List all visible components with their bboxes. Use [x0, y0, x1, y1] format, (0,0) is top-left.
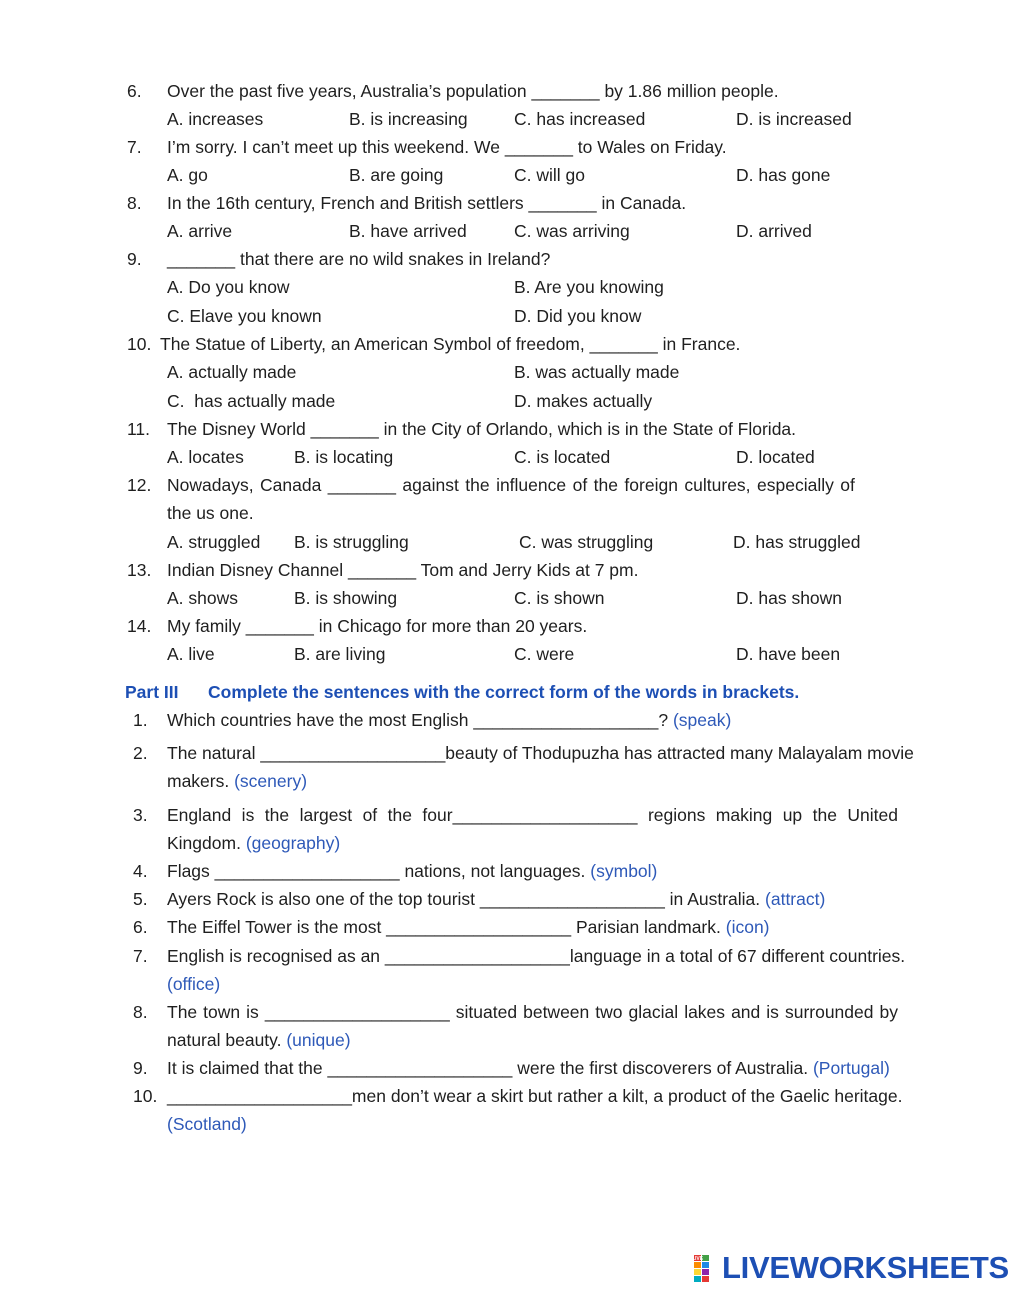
question-text: In the 16th century, French and British settlers _______ in Canada.	[167, 193, 687, 213]
brand-name[interactable]: LIVEWORKSHEETS	[722, 1250, 1009, 1285]
item-text-continued: Kingdom.	[167, 833, 241, 853]
option-d[interactable]: D. makes actually	[514, 391, 653, 411]
question-number: 13.	[127, 560, 152, 580]
option-b[interactable]: B. was actually made	[514, 362, 680, 382]
option-a[interactable]: A. actually made	[167, 362, 297, 382]
option-d[interactable]: D. has shown	[736, 588, 843, 608]
item-text: It is claimed that the ___________________ were the first discoverers of Australia.	[167, 1058, 809, 1078]
option-b[interactable]: B. are living	[294, 644, 386, 664]
item-number: 6.	[133, 917, 148, 937]
option-c[interactable]: C. has increased	[514, 109, 646, 129]
question-text: Indian Disney Channel _______ Tom and Jerry Kids at 7 pm.	[167, 560, 639, 580]
option-b[interactable]: B. have arrived	[349, 221, 467, 241]
word-hint: (icon)	[725, 917, 770, 937]
question-number: 7.	[127, 137, 142, 157]
word-hint: (Scotland)	[167, 1114, 247, 1134]
question-text: Nowadays, Canada _______ against the influence of the foreign cultures, especially of	[167, 475, 855, 495]
word-hint: (scenery)	[234, 771, 308, 791]
option-a[interactable]: A. go	[167, 165, 208, 185]
item-text: Ayers Rock is also one of the top tourist ___________________ in Australia.	[167, 889, 761, 909]
question-text: Over the past five years, Australia’s population _______ by 1.86 million people.	[167, 81, 779, 101]
option-a[interactable]: A. locates	[167, 447, 244, 467]
question-number: 8.	[127, 193, 142, 213]
option-a[interactable]: A. Do you know	[167, 277, 290, 297]
question-number: 10.	[127, 334, 152, 354]
question-text: The Disney World _______ in the City of Orlando, which is in the State of Florida.	[167, 419, 797, 439]
option-c[interactable]: C. were	[514, 644, 575, 664]
option-d[interactable]: D. located	[736, 447, 815, 467]
option-d[interactable]: D. have been	[736, 644, 841, 664]
item-text: English is recognised as an ___________________language in a total of 67 different countries.	[167, 946, 906, 966]
question-number: 6.	[127, 81, 142, 101]
option-c[interactable]: C. has actually made	[167, 391, 336, 411]
question-number: 9.	[127, 249, 142, 269]
option-c[interactable]: C. will go	[514, 165, 585, 185]
question-number: 11.	[127, 419, 151, 439]
part-label: Part III	[125, 682, 179, 702]
item-text: The natural ___________________beauty of Thodupuzha has attracted many Malayalam movie	[167, 743, 914, 763]
item-number: 5.	[133, 889, 148, 909]
item-text-continued: natural beauty.	[167, 1030, 282, 1050]
item-text: The Eiffel Tower is the most ___________________ Parisian landmark.	[167, 917, 721, 937]
option-a[interactable]: A. increases	[167, 109, 264, 129]
item-text: England is the largest of the four___________________ regions making up the United	[167, 805, 898, 825]
option-d[interactable]: D. is increased	[736, 109, 852, 129]
option-b[interactable]: B. is struggling	[294, 532, 409, 552]
liveworksheets-logo-icon	[691, 1254, 718, 1284]
option-b[interactable]: B. is showing	[294, 588, 398, 608]
option-c[interactable]: C. was struggling	[519, 532, 654, 552]
item-number: 10.	[133, 1086, 158, 1106]
item-text: Which countries have the most English ___________________?	[167, 710, 669, 730]
word-hint: (speak)	[672, 710, 732, 730]
question-text: _______ that there are no wild snakes in Ireland?	[167, 249, 551, 269]
word-hint: (symbol)	[590, 861, 658, 881]
option-d[interactable]: D. has struggled	[733, 532, 861, 552]
question-text: My family _______ in Chicago for more than 20 years.	[167, 616, 588, 636]
option-a[interactable]: A. struggled	[167, 532, 261, 552]
option-b[interactable]: B. Are you knowing	[514, 277, 664, 297]
item-number: 8.	[133, 1002, 148, 1022]
question-number: 12.	[127, 475, 152, 495]
option-c[interactable]: C. is shown	[514, 588, 605, 608]
option-b[interactable]: B. are going	[349, 165, 444, 185]
item-text: ___________________men don’t wear a skirt but rather a kilt, a product of the Gaelic heritage.	[167, 1086, 903, 1106]
item-number: 7.	[133, 946, 148, 966]
option-c[interactable]: C. Elave you known	[167, 306, 322, 326]
word-hint: (geography)	[245, 833, 341, 853]
option-a[interactable]: A. arrive	[167, 221, 233, 241]
option-d[interactable]: D. has gone	[736, 165, 831, 185]
part-instruction: Complete the sentences with the correct form of the words in brackets.	[208, 682, 800, 702]
item-number: 1.	[133, 710, 148, 730]
option-b[interactable]: B. is locating	[294, 447, 394, 467]
question-text: The Statue of Liberty, an American Symbol of freedom, _______ in France.	[160, 334, 741, 354]
word-hint: (unique)	[286, 1030, 351, 1050]
item-number: 4.	[133, 861, 148, 881]
item-number: 9.	[133, 1058, 148, 1078]
option-b[interactable]: B. is increasing	[349, 109, 468, 129]
question-text: I’m sorry. I can’t meet up this weekend. We _______ to Wales on Friday.	[167, 137, 727, 157]
item-text-continued: makers.	[167, 771, 230, 791]
question-text-continued: the us one.	[167, 503, 254, 523]
word-hint: (attract)	[765, 889, 826, 909]
option-a[interactable]: A. shows	[167, 588, 238, 608]
option-d[interactable]: D. arrived	[736, 221, 812, 241]
question-number: 14.	[127, 616, 152, 636]
item-number: 2.	[133, 743, 148, 763]
item-text: The town is ___________________ situated between two glacial lakes and is surrounded by	[167, 1002, 898, 1022]
option-c[interactable]: C. was arriving	[514, 221, 630, 241]
option-d[interactable]: D. Did you know	[514, 306, 642, 326]
option-c[interactable]: C. is located	[514, 447, 611, 467]
option-a[interactable]: A. live	[167, 644, 215, 664]
word-hint: (office)	[167, 974, 221, 994]
word-hint: (Portugal)	[812, 1058, 890, 1078]
svg-text:LIVE: LIVE	[691, 1256, 704, 1262]
item-text: Flags ___________________ nations, not languages.	[167, 861, 586, 881]
item-number: 3.	[133, 805, 148, 825]
